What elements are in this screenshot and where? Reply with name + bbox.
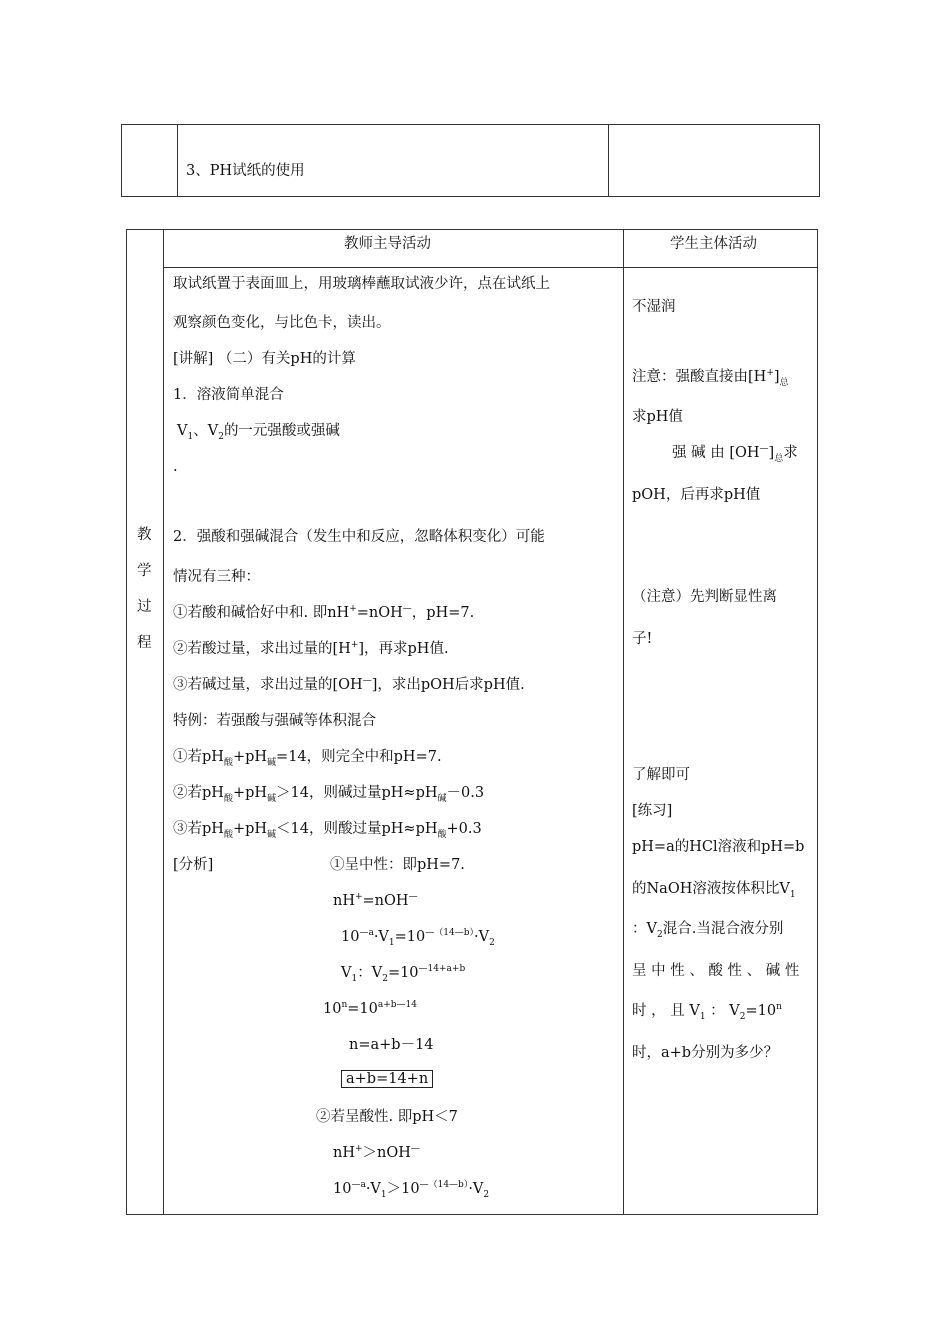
section-2-line-a: 2．强酸和强碱混合（发生中和反应，忽略体积变化）可能 <box>173 529 545 545</box>
case-2: ②若酸过量，求出过量的[H+]，再求pH值. <box>173 640 449 657</box>
section-1-heading: 1．溶液简单混合 <box>173 387 284 403</box>
side-label-char-3: 过 <box>137 599 152 615</box>
formula-neutral-5: n=a+b－14 <box>349 1037 434 1053</box>
top-table-row-text: 3、PH试纸的使用 <box>186 163 305 179</box>
header-teacher: 教师主导活动 <box>344 236 431 252</box>
paragraph-1b: 观察颜色变化，与比色卡，读出。 <box>173 315 391 331</box>
formula-neutral-2: $10^{—a}\cdot V_1=10^{—(14—b)}\cdot V_2$ <box>341 928 495 948</box>
section-1-detail: $V_1$、$V_2$的一元强酸或强碱 <box>177 423 340 442</box>
formula-neutral-result: a+b=14+n <box>341 1070 433 1088</box>
case-1: ①若酸和碱恰好中和. 即nH+=nOH—，pH=7. <box>173 604 475 621</box>
formula-acidic-1: nH+＞nOH— <box>333 1144 420 1161</box>
analysis-acidic: ②若呈酸性. 即pH＜7 <box>316 1109 458 1125</box>
formula-neutral-1: nH+=nOH— <box>333 892 418 909</box>
formula-neutral-3: $V_1$：$V_2=10^{—14+a+b}$ <box>341 964 466 984</box>
exercise-line-3: ：$V_2$混合.当混合液分别 <box>632 921 784 940</box>
special-case-2: ②若$pH_酸+pH_碱>14$，则碱过量$pH\approx pH_碱-0.3$ <box>173 785 485 804</box>
formula-neutral-4: $10^n=10^{a+b—14}$ <box>323 1000 417 1017</box>
main-table-divider-side <box>163 229 164 1214</box>
student-note-strong-acid: 注意：强酸直接由$[H^+]_总$ <box>632 368 789 388</box>
student-note-caution: （注意）先判断显性离 <box>632 589 777 605</box>
student-note-caution-end: 子! <box>632 631 653 647</box>
section-2-line-b: 情况有三种： <box>173 569 260 585</box>
side-label-char-2: 学 <box>137 563 152 579</box>
formula-acidic-2: $10^{—a}\cdot V_1>10^{—(14—b)}\cdot V_2$ <box>333 1180 490 1200</box>
paragraph-1a: 取试纸置于表面皿上，用玻璃棒蘸取试液少许，点在试纸上 <box>173 276 550 292</box>
header-student: 学生主体活动 <box>670 236 757 252</box>
student-exercise-label: [练习] <box>632 803 673 819</box>
side-label-char-1: 教 <box>137 527 152 543</box>
top-table <box>121 124 820 197</box>
student-note-poh: pOH，后再求pH值 <box>632 487 761 503</box>
lecture-heading: [讲解] （二）有关pH的计算 <box>173 351 356 367</box>
top-table-divider-1 <box>177 124 178 196</box>
student-note-not-wet: 不湿润 <box>632 299 676 315</box>
main-table-header-rule <box>163 267 817 268</box>
top-table-divider-2 <box>608 124 609 196</box>
exercise-line-1: pH=a的HCl溶液和pH=b <box>632 839 805 855</box>
analysis-label: [分析] <box>173 857 214 873</box>
main-table-divider-middle <box>623 229 624 1214</box>
student-note-understand: 了解即可 <box>632 767 690 783</box>
student-note-strong-base: 强 碱 由 $[OH^—]_总$求 <box>672 444 798 464</box>
special-case-3: ③若$pH_酸+pH_碱<14$，则酸过量$pH\approx pH_酸+0.3$ <box>173 821 482 840</box>
exercise-line-6: 时，a+b分别为多少？ <box>632 1045 779 1061</box>
analysis-neutral: ①呈中性：即pH=7. <box>330 857 465 873</box>
exercise-line-4: 呈 中 性 、 酸 性 、 碱 性 <box>632 963 800 979</box>
exercise-line-5: 时 ， 且 $V_1$ ： $V_2=10^n$ <box>632 1002 782 1022</box>
side-label-char-4: 程 <box>137 635 152 651</box>
special-case-heading: 特例：若强酸与强碱等体积混合 <box>173 713 376 729</box>
student-note-ph-value: 求pH值 <box>632 409 683 425</box>
exercise-line-2: 的NaOH溶液按体积比$V_1$ <box>632 881 796 900</box>
case-3: ③若碱过量，求出过量的[OH—]，求出pOH后求pH值. <box>173 676 525 693</box>
special-case-1: ①若$pH_酸+pH_碱=14$，则完全中和pH=7. <box>173 749 442 768</box>
dot-mark: . <box>173 459 178 475</box>
